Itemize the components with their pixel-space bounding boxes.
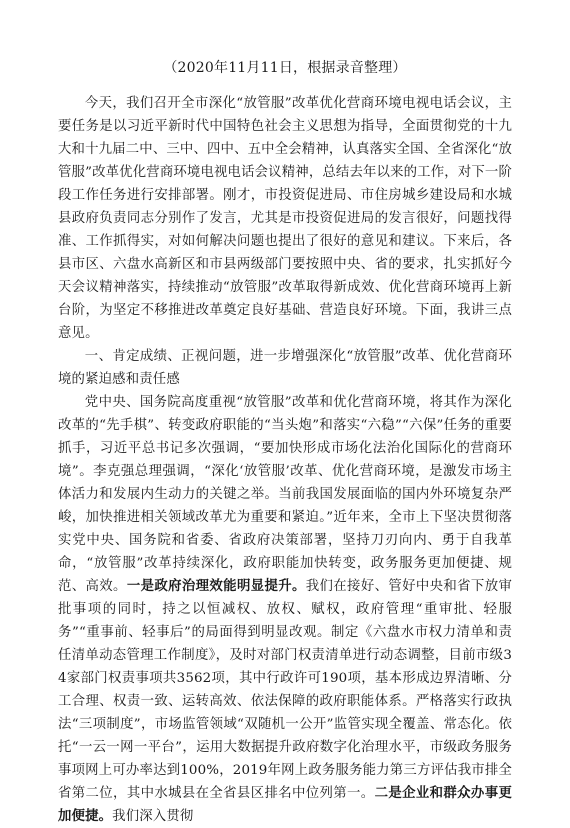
date-line: （2020年11月11日，根据录音整理） [163, 60, 407, 76]
section-1-bold-point-1: 一是政府治理效能明显提升。 [126, 578, 306, 594]
section-1-paragraph [58, 391, 512, 828]
section-1-bold-point-2: 二是企业和群众办事更加便捷。 [58, 785, 512, 824]
section-heading-1: 一、肯定成绩、正视问题，进一步增强深化“放管服”改革、优化营商环境的紧迫感和责任感 [58, 349, 512, 387]
opening-paragraph: 今天，我们召开全市深化“放管服”改革优化营商环境电视电话会议，主要任务是以习近平新时代中国特色社会主义思想为指导，全面贯彻党的十九大和十九届二中、三中、四中、五中全会精神，认真落实全国、全省深化“放管服”改革优化营商环境电视电话会议精神，总结去年以来的工作，对下一阶段工作任务进行安排部署。刚才，市投资促进局、市住房城乡建设局和水城县政府负责同志分别作了发言，尤其是市投资促进局的发言很好，问题找得准、工作抓得实，对如何解决问题也提出了很好的意见和建议。下来后，各县市区、六盘水高新区和市县两级部门要按照中央、省的要求，扎实抓好今天会议精神落实，持续推动“放管服”改革取得新成效、优化营商环境再上新台阶，为坚定不移推进改革奠定良好基础、营造良好环境。下面，我讲三点意见。 [58, 96, 512, 341]
section-1-text-b: 我们在接好、管好中央和省下放审批事项的同时，持之以恒减权、放权、赋权，政府管理“重审批、轻服务”“重事前、轻事后”的局面得到明显改观。制定《六盘水市权力清单和责任清单动态管理工作制度》，及时对部门权责清单进行动态调整，目前市级34家部门权责事项共3562项，其中行政许可190项，基本形成边界清晰、分工合理、权责一致、运转高效、依法保障的政府职能体系。严格落实行政执法“三项制度”，市场监管领域“双随机一公开”监管实现全覆盖、常态化。依托“一云一网一平台”，运用大数据提升政府数字化治理水平，市级政务服务事项网上可办率达到100%，2019年网上政务服务能力第三方评估我市排全省第二位，其中水城县在全省县区排名中位列第一。 [58, 579, 513, 801]
section-1-text-a: 党中央、国务院高度重视“放管服”改革和优化营商环境，将其作为深化改革的“先手棋”、转变政府职能的“当头炮”和落实“六稳”“六保”任务的重要抓手，习近平总书记多次强调，“要加快形成市场化法治化国际化的营商环境”。李克强总理强调，“深化‘放管服’改革、优化营商环境，是激发市场主体活力和发展内生动力的关键之举。当前我国发展面临的国内外环境复杂严峻，加快推进相关领域改革尤为重要和紧迫。”近年来，全市上下坚决贯彻落实党中央、国务院和省委、省政府决策部署，坚持刀刃向内、勇于自我革命，“放管服”改革持续深化，政府职能加快转变，政务服务更加便捷、规范、高效。 [58, 395, 512, 594]
section-1-text-c: 我们深入贯彻 [112, 809, 194, 824]
